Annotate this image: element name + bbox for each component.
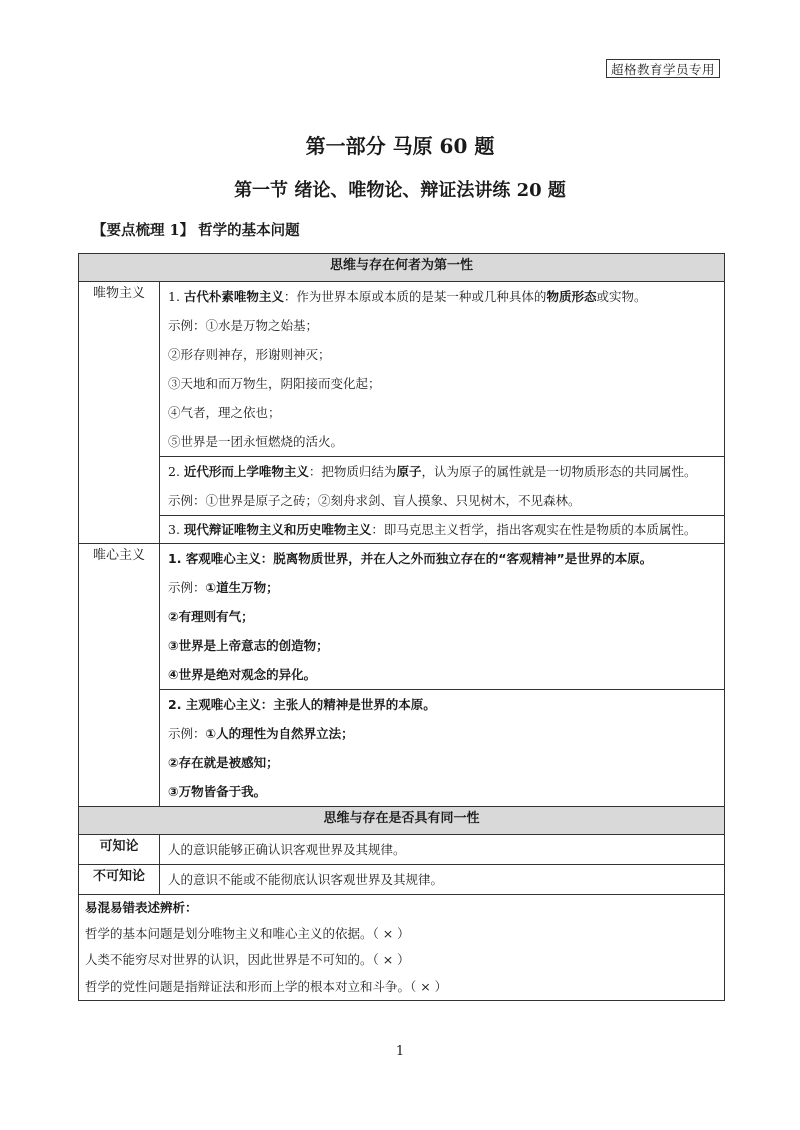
confusion-title: 易混易错表述辨析： [85,900,198,915]
ancient-materialism-desc-end: 或实物。 [596,289,647,304]
example-line: ④世界是绝对观念的异化。 [168,667,317,682]
knowable-label: 可知论 [79,835,160,865]
key-point-text: 哲学的基本问题 [198,222,300,239]
example-prefix: 示例： [168,580,206,595]
example-prefix: 示例： [168,726,206,741]
example-text: ①道生万物； [205,580,279,595]
confusion-analysis-cell [79,895,725,1001]
atom-emphasis: 原子 [396,464,422,479]
modern-metaphysical-materialism-cell [160,457,725,516]
example-line: ②有理则有气； [168,609,254,624]
subjective-idealism-line: 2. 主观唯心主义：主张人的精神是世界的本原。 [168,697,436,712]
item-number: 3. [168,522,184,537]
example-line: ④气者，理之依也； [168,405,281,420]
knowable-cell [160,835,725,865]
dialectical-materialism-cell [160,516,725,544]
subjective-idealism-cell [160,690,725,807]
metaphysical-materialism-line [160,457,724,486]
part-title: 第一部分 马原 60 题 [305,134,495,158]
example-line: 示例：①水是万物之始基； [168,318,319,333]
page-number: 1 [395,1044,405,1059]
table-header-identity: 思维与存在是否具有同一性 [79,807,725,835]
example-text: ①人的理性为自然界立法； [205,726,354,741]
key-point-bracket: 【要点梳理 1】 [92,222,195,239]
example-line: ②存在就是被感知； [168,755,279,770]
ancient-materialism-desc: ：作为世界本原或本质的是某一种或几种具体的 [283,289,547,304]
dialectical-materialism-desc: ：即马克思主义哲学，指出客观实在性是物质的本质属性。 [371,522,697,537]
item-number: 1. [168,289,184,304]
idealism-label: 唯心主义 [79,544,160,807]
ancient-materialism-cell [160,282,725,457]
dialectical-materialism-term: 现代辩证唯物主义和历史唯物主义 [183,522,372,537]
knowable-text: 人的意识能够正确认识客观世界及其规律。 [168,842,406,857]
example-line [160,719,724,748]
section-title: 第一节 绪论、唯物论、辩证法讲练 20 题 [234,180,566,201]
material-form-emphasis: 物质形态 [546,289,597,304]
example-line: ③世界是上帝意志的创造物； [168,638,329,653]
example-line: ③万物皆备于我。 [168,784,267,799]
unknowable-cell [160,865,725,895]
example-line: ②形存则神存，形谢则神灭； [168,347,331,362]
exclusive-use-tag: 超格教育学员专用 [606,59,720,78]
ancient-materialism-line [160,282,724,311]
confusion-item: 人类不能穷尽对世界的认识，因此世界是不可知的。（ × ） [85,952,410,967]
objective-idealism-cell [160,544,725,690]
table-header-first-nature: 思维与存在何者为第一性 [79,254,725,282]
example-line: ③天地和而万物生，阴阳接而变化起； [168,376,381,391]
metaphysical-materialism-term: 近代形而上学唯物主义 [183,464,309,479]
materialism-label: 唯物主义 [79,282,160,544]
unknowable-text: 人的意识不能或不能彻底认识客观世界及其规律。 [168,872,444,887]
example-line [160,573,724,602]
confusion-item: 哲学的党性问题是指辩证法和形而上学的根本对立和斗争。（ × ） [85,979,448,994]
ancient-materialism-term: 古代朴素唯物主义 [183,289,284,304]
metaphysical-materialism-desc: ：把物质归结为 [308,464,397,479]
example-line: ⑤世界是一团永恒燃烧的活火。 [168,434,344,449]
objective-idealism-line: 1. 客观唯心主义：脱离物质世界，并在人之外而独立存在的“客观精神”是世界的本原。 [168,551,653,566]
example-line: 示例：①世界是原子之砖；②刻舟求剑、盲人摸象、只见树木，不见森林。 [168,493,581,508]
key-point-heading [92,219,304,240]
item-number: 2. [168,464,184,479]
metaphysical-materialism-desc-end: ，认为原子的属性就是一切物质形态的共同属性。 [421,464,697,479]
dialectical-materialism-line [160,516,724,543]
basic-question-table [78,253,725,1001]
unknowable-label: 不可知论 [79,865,160,895]
confusion-item: 哲学的基本问题是划分唯物主义和唯心主义的依据。（ × ） [85,926,410,941]
